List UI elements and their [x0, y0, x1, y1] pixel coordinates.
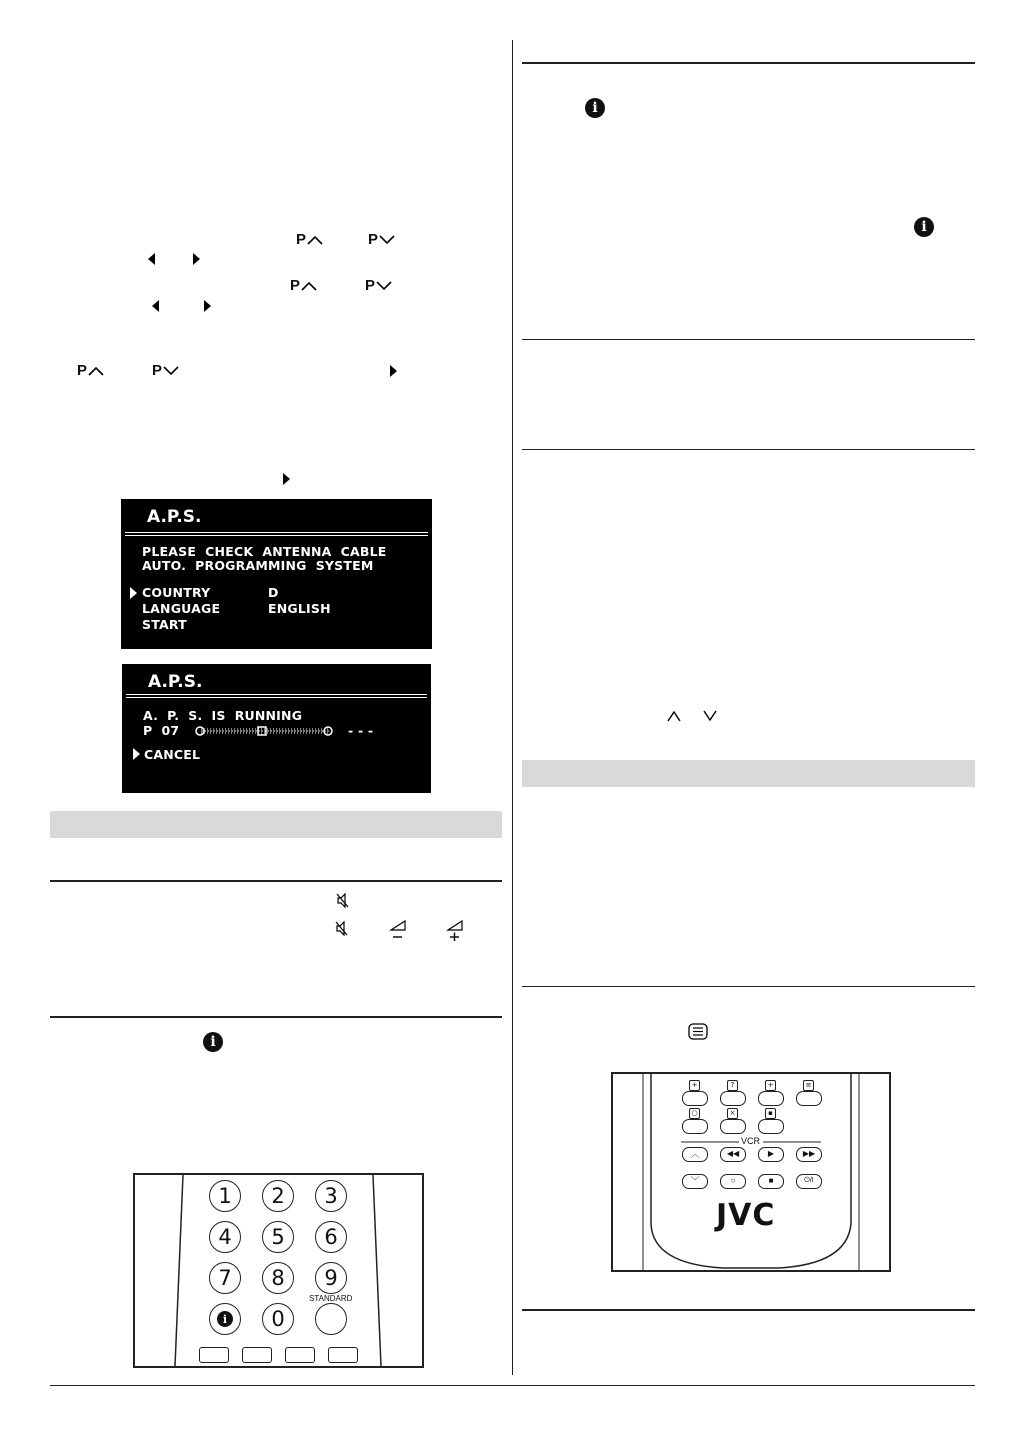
info-icon: i: [914, 217, 934, 237]
left-arrow-icon: [152, 300, 159, 312]
key-5[interactable]: 5: [262, 1221, 294, 1253]
section-rule: [522, 449, 975, 450]
section-rule: [522, 339, 975, 340]
right-arrow-icon: [283, 473, 290, 485]
tt-mini-icon: +: [765, 1080, 776, 1091]
tt-key[interactable]: [758, 1119, 784, 1134]
color-key-green[interactable]: [242, 1347, 272, 1363]
aps-running-screen: [122, 664, 431, 793]
osd-status: A. P. S. IS RUNNING: [143, 708, 303, 723]
tt-key[interactable]: [682, 1119, 708, 1134]
info-icon: i: [203, 1032, 223, 1052]
footer-rule: [50, 1385, 975, 1386]
p-down-icon: P: [368, 231, 395, 248]
osd-dashes: - - -: [348, 723, 374, 738]
teletext-icon: [688, 1023, 708, 1040]
tt-mini-icon: ?: [727, 1080, 738, 1091]
tt-key[interactable]: [720, 1119, 746, 1134]
osd-line: AUTO. PROGRAMMING SYSTEM: [142, 558, 374, 573]
key-1[interactable]: 1: [209, 1180, 241, 1212]
section-rule: [522, 986, 975, 987]
tt-key[interactable]: [682, 1091, 708, 1106]
osd-title: A.P.S.: [147, 507, 202, 527]
left-arrow-icon: [148, 253, 155, 265]
key-2[interactable]: 2: [262, 1180, 294, 1212]
key-6[interactable]: 6: [315, 1221, 347, 1253]
p-up-icon: P: [290, 277, 317, 294]
vcr-ffwd-button[interactable]: ▶▶: [796, 1147, 822, 1162]
vcr-rewind-button[interactable]: ◀◀: [720, 1147, 746, 1162]
cursor-icon: [133, 748, 140, 760]
osd-title: A.P.S.: [148, 672, 203, 692]
standard-key[interactable]: [315, 1303, 347, 1335]
down-arrow-icon: [703, 710, 717, 722]
menu-item-country[interactable]: COUNTRY: [142, 585, 211, 600]
tt-key[interactable]: [758, 1091, 784, 1106]
progress-bar: [195, 725, 335, 737]
key-9[interactable]: 9: [315, 1262, 347, 1294]
section-rule: [50, 1016, 502, 1018]
column-divider: [512, 40, 513, 1375]
aps-menu-screen: [121, 499, 432, 649]
section-rule: [522, 62, 975, 64]
section-header-band: [522, 760, 975, 787]
numeric-remote-illustration: [133, 1173, 424, 1368]
vcr-power-button[interactable]: ⏻/I: [796, 1174, 822, 1189]
vcr-play-button[interactable]: ▶: [758, 1147, 784, 1162]
mute-icon: [336, 893, 349, 908]
cursor-icon: [130, 587, 137, 599]
jvc-remote-illustration: [611, 1072, 891, 1272]
osd-program: P 07: [143, 723, 180, 738]
menu-item-start[interactable]: START: [142, 617, 187, 632]
info-icon: i: [217, 1311, 233, 1327]
vcr-stop-button[interactable]: ■: [758, 1174, 784, 1189]
key-3[interactable]: 3: [315, 1180, 347, 1212]
vcr-label: VCR: [741, 1136, 761, 1146]
right-arrow-icon: [193, 253, 200, 265]
section-rule: [522, 1309, 975, 1311]
tt-mini-icon: ▪: [765, 1108, 776, 1119]
menu-item-cancel[interactable]: CANCEL: [144, 747, 201, 762]
info-icon: i: [585, 98, 605, 118]
p-down-icon: P: [152, 362, 179, 379]
tt-mini-icon: +: [689, 1080, 700, 1091]
key-0[interactable]: 0: [262, 1303, 294, 1335]
info-key[interactable]: [209, 1303, 241, 1335]
menu-value-country: D: [268, 585, 279, 600]
color-key-red[interactable]: [199, 1347, 229, 1363]
osd-line: PLEASE CHECK ANTENNA CABLE: [142, 544, 387, 559]
p-up-icon: P: [296, 231, 323, 248]
key-7[interactable]: 7: [209, 1262, 241, 1294]
menu-value-language: ENGLISH: [268, 601, 331, 616]
tt-mini-icon: ○: [689, 1108, 700, 1119]
mute-icon: [335, 921, 348, 936]
menu-item-language[interactable]: LANGUAGE: [142, 601, 221, 616]
right-arrow-icon: [390, 365, 397, 377]
p-down-icon: P: [365, 277, 392, 294]
jvc-logo: JVC: [716, 1198, 776, 1233]
tt-key[interactable]: [720, 1091, 746, 1106]
color-key-blue[interactable]: [328, 1347, 358, 1363]
color-key-yellow[interactable]: [285, 1347, 315, 1363]
vcr-up-button[interactable]: ︿: [682, 1147, 708, 1162]
key-8[interactable]: 8: [262, 1262, 294, 1294]
teletext-key[interactable]: [796, 1091, 822, 1106]
up-arrow-icon: [667, 710, 681, 722]
volume-down-icon: [389, 919, 407, 941]
key-4[interactable]: 4: [209, 1221, 241, 1253]
section-rule: [50, 880, 502, 882]
p-up-icon: P: [77, 362, 104, 379]
vcr-record-button[interactable]: ○: [720, 1174, 746, 1189]
section-header-band: [50, 811, 502, 838]
right-arrow-icon: [204, 300, 211, 312]
vcr-down-button[interactable]: ﹀: [682, 1174, 708, 1189]
volume-up-icon: [446, 919, 464, 941]
tt-mini-icon: ×: [727, 1108, 738, 1119]
tt-mini-icon: ≡: [803, 1080, 814, 1091]
standard-label: STANDARD: [309, 1294, 353, 1303]
